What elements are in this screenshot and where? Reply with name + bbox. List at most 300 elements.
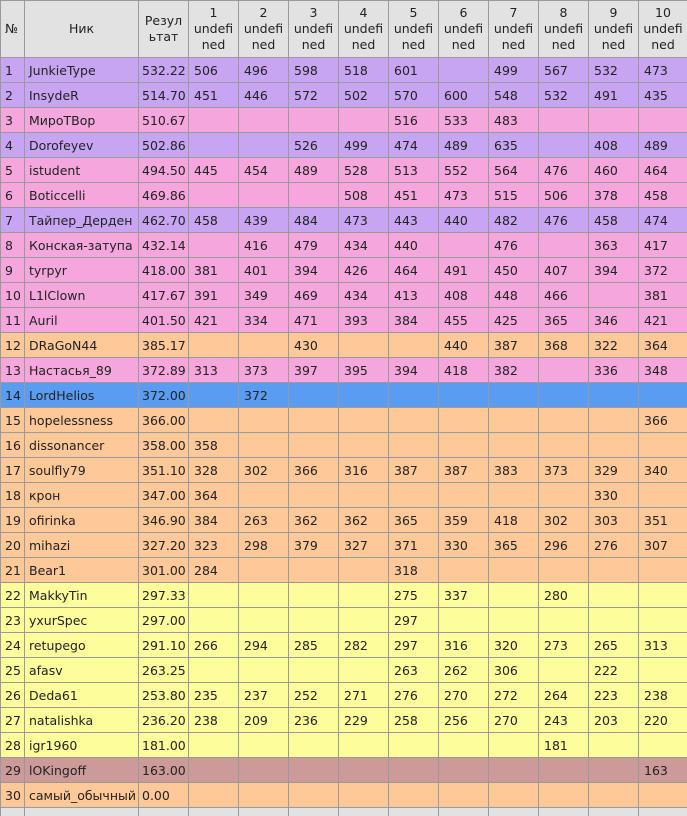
round-score: 276 [589, 533, 639, 558]
round-number: 8 [540, 5, 587, 21]
round-score: 572 [289, 83, 339, 108]
round-score: 491 [439, 258, 489, 283]
round-score: 264 [539, 683, 589, 708]
round-score: 366 [289, 458, 339, 483]
round-score [389, 483, 439, 508]
table-row [1, 458, 687, 483]
row-number: 13 [1, 358, 25, 383]
round-score [539, 233, 589, 258]
player-result: 502.86 [139, 133, 189, 158]
round-score [439, 433, 489, 458]
round-score [589, 283, 639, 308]
round-score: 476 [539, 158, 589, 183]
round-score: 474 [389, 133, 439, 158]
round-score [189, 383, 239, 408]
round-score: 337 [439, 583, 489, 608]
round-score [239, 783, 289, 808]
round-score: 440 [439, 208, 489, 233]
table-row [1, 608, 687, 633]
table-row [1, 208, 687, 233]
round-score: 473 [339, 208, 389, 233]
row-number: 26 [1, 683, 25, 708]
player-nick: igr1960 [25, 733, 139, 758]
header-number[interactable]: № [1, 1, 25, 58]
round-score: 489 [439, 133, 489, 158]
round-score [589, 558, 639, 583]
round-score [539, 108, 589, 133]
round-score: 443 [389, 208, 439, 233]
row-number: 17 [1, 458, 25, 483]
round-score [189, 758, 239, 783]
round-score [239, 333, 289, 358]
table-row [1, 533, 687, 558]
round-score: 479 [289, 233, 339, 258]
round-score [639, 433, 687, 458]
round-score: 262 [439, 658, 489, 683]
round-score: 499 [489, 58, 539, 83]
round-score: 181 [539, 733, 589, 758]
player-result: 263.25 [139, 658, 189, 683]
table-row [1, 233, 687, 258]
round-score: 320 [489, 633, 539, 658]
row-number: 23 [1, 608, 25, 633]
round-score: 302 [239, 458, 289, 483]
round-score [339, 383, 389, 408]
round-score: 454 [239, 158, 289, 183]
round-score [539, 383, 589, 408]
round-score: 440 [439, 333, 489, 358]
round-score [489, 783, 539, 808]
round-number: 5 [390, 5, 437, 21]
round-score [189, 333, 239, 358]
round-score: 270 [489, 708, 539, 733]
round-score [339, 483, 389, 508]
empty-cell [339, 808, 389, 816]
round-score: 243 [539, 708, 589, 733]
round-score: 238 [639, 683, 687, 708]
player-nick: самый_обычный [25, 783, 139, 808]
round-score: 418 [489, 508, 539, 533]
round-score: 426 [339, 258, 389, 283]
round-score [239, 658, 289, 683]
round-score [339, 408, 389, 433]
round-score: 439 [239, 208, 289, 233]
round-score [439, 408, 489, 433]
round-score [189, 733, 239, 758]
round-score [339, 433, 389, 458]
round-score: 421 [639, 308, 687, 333]
round-score: 413 [389, 283, 439, 308]
round-score: 263 [239, 508, 289, 533]
player-result: 327.20 [139, 533, 189, 558]
player-result: 532.22 [139, 58, 189, 83]
round-label: undefi ned [490, 21, 537, 53]
table-row [1, 58, 687, 83]
round-score: 394 [589, 258, 639, 283]
round-score [289, 108, 339, 133]
round-score: 381 [639, 283, 687, 308]
table-row [1, 508, 687, 533]
round-score [489, 558, 539, 583]
round-score: 434 [339, 283, 389, 308]
round-score: 364 [639, 333, 687, 358]
round-score: 532 [539, 83, 589, 108]
round-number: 2 [240, 5, 287, 21]
player-nick: L1lClown [25, 283, 139, 308]
player-nick: tyrpyr [25, 258, 139, 283]
round-score: 526 [289, 133, 339, 158]
round-score: 416 [239, 233, 289, 258]
empty-cell [289, 808, 339, 816]
player-result: 253.80 [139, 683, 189, 708]
player-result: 469.86 [139, 183, 189, 208]
round-score: 473 [639, 58, 687, 83]
round-score [439, 483, 489, 508]
header-row [1, 1, 687, 58]
round-score [339, 783, 389, 808]
table-body [1, 58, 687, 816]
round-score: 445 [189, 158, 239, 183]
round-score: 284 [189, 558, 239, 583]
round-score [439, 383, 489, 408]
row-number: 21 [1, 558, 25, 583]
round-score: 297 [389, 608, 439, 633]
round-score: 394 [289, 258, 339, 283]
round-score: 252 [289, 683, 339, 708]
round-score: 349 [239, 283, 289, 308]
round-score [389, 408, 439, 433]
round-score: 391 [189, 283, 239, 308]
header-result[interactable]: Резул ьтат [139, 1, 189, 58]
round-score [239, 583, 289, 608]
round-score [489, 383, 539, 408]
round-score: 598 [289, 58, 339, 83]
round-score [589, 583, 639, 608]
player-nick: Тайпер_Дерден [25, 208, 139, 233]
row-number: 20 [1, 533, 25, 558]
header-round-1[interactable] [189, 1, 239, 58]
round-score: 508 [339, 183, 389, 208]
round-score: 425 [489, 308, 539, 333]
header-round-8[interactable] [539, 1, 589, 58]
round-score: 418 [439, 358, 489, 383]
player-result: 372.89 [139, 358, 189, 383]
round-score: 368 [539, 333, 589, 358]
empty-cell [539, 808, 589, 816]
round-score [189, 183, 239, 208]
header-round-6[interactable] [439, 1, 489, 58]
round-score: 235 [189, 683, 239, 708]
round-score [339, 608, 389, 633]
player-result: 432.14 [139, 233, 189, 258]
player-result: 0.00 [139, 783, 189, 808]
round-score: 458 [639, 183, 687, 208]
round-score [339, 583, 389, 608]
round-score [239, 183, 289, 208]
round-score [639, 558, 687, 583]
round-score: 387 [489, 333, 539, 358]
round-score: 434 [339, 233, 389, 258]
round-score [339, 108, 389, 133]
round-label: undefi ned [190, 21, 237, 53]
round-score: 469 [289, 283, 339, 308]
round-score: 450 [489, 258, 539, 283]
round-score [339, 733, 389, 758]
round-score [339, 333, 389, 358]
round-score: 296 [539, 533, 589, 558]
player-result: 236.20 [139, 708, 189, 733]
player-nick: yxurSpec [25, 608, 139, 633]
round-number: 6 [440, 5, 487, 21]
table-row [1, 433, 687, 458]
round-score [189, 608, 239, 633]
player-result: 366.00 [139, 408, 189, 433]
round-score: 506 [189, 58, 239, 83]
empty-cell [239, 808, 289, 816]
round-score [539, 558, 589, 583]
round-score: 297 [389, 633, 439, 658]
round-score [489, 583, 539, 608]
player-nick: lOKingoff [25, 758, 139, 783]
round-score [289, 783, 339, 808]
player-nick: DRaGoN44 [25, 333, 139, 358]
header-round-2[interactable] [239, 1, 289, 58]
table-row [1, 783, 687, 808]
player-nick: Deda61 [25, 683, 139, 708]
player-nick: soulfly79 [25, 458, 139, 483]
header-round-9[interactable] [589, 1, 639, 58]
player-result: 163.00 [139, 758, 189, 783]
round-score: 382 [489, 358, 539, 383]
row-number: 7 [1, 208, 25, 233]
round-score [189, 108, 239, 133]
round-score: 393 [339, 308, 389, 333]
round-score [239, 433, 289, 458]
player-result: 494.50 [139, 158, 189, 183]
round-score: 515 [489, 183, 539, 208]
round-score: 327 [339, 533, 389, 558]
round-score: 451 [189, 83, 239, 108]
round-score: 236 [289, 708, 339, 733]
player-result: 358.00 [139, 433, 189, 458]
header-round-4[interactable] [339, 1, 389, 58]
row-number: 2 [1, 83, 25, 108]
round-score: 482 [489, 208, 539, 233]
round-score: 381 [189, 258, 239, 283]
round-score: 238 [189, 708, 239, 733]
player-nick: istudent [25, 158, 139, 183]
round-score [489, 483, 539, 508]
round-score: 359 [439, 508, 489, 533]
round-score: 491 [589, 83, 639, 108]
round-number: 3 [290, 5, 337, 21]
player-result: 346.90 [139, 508, 189, 533]
round-score [639, 108, 687, 133]
round-score: 371 [389, 533, 439, 558]
row-number: 22 [1, 583, 25, 608]
round-score [339, 558, 389, 583]
row-number: 1 [1, 58, 25, 83]
player-result: 351.10 [139, 458, 189, 483]
round-score: 548 [489, 83, 539, 108]
header-round-3[interactable] [289, 1, 339, 58]
round-label: undefi ned [240, 21, 287, 53]
round-number: 1 [190, 5, 237, 21]
round-score [639, 608, 687, 633]
round-score [189, 583, 239, 608]
round-score: 476 [539, 208, 589, 233]
round-score: 220 [639, 708, 687, 733]
table-row [1, 308, 687, 333]
round-score [539, 658, 589, 683]
round-score: 348 [639, 358, 687, 383]
round-number: 9 [590, 5, 637, 21]
player-result: 347.00 [139, 483, 189, 508]
round-score: 458 [189, 208, 239, 233]
round-score [589, 783, 639, 808]
player-nick: крон [25, 483, 139, 508]
row-number: 12 [1, 333, 25, 358]
round-score: 489 [289, 158, 339, 183]
round-score: 458 [589, 208, 639, 233]
round-score: 313 [189, 358, 239, 383]
player-result: 385.17 [139, 333, 189, 358]
round-score [239, 108, 289, 133]
round-score [539, 408, 589, 433]
round-score [239, 558, 289, 583]
round-score: 365 [489, 533, 539, 558]
round-score: 362 [289, 508, 339, 533]
round-score: 489 [639, 133, 687, 158]
round-score: 483 [489, 108, 539, 133]
round-score: 502 [339, 83, 389, 108]
round-score [189, 658, 239, 683]
player-nick: Настасья_89 [25, 358, 139, 383]
table-row [1, 183, 687, 208]
round-score: 366 [639, 408, 687, 433]
round-score: 421 [189, 308, 239, 333]
round-score: 223 [589, 683, 639, 708]
round-score [439, 758, 489, 783]
round-score: 328 [189, 458, 239, 483]
header-round-10[interactable] [639, 1, 687, 58]
round-score [289, 483, 339, 508]
player-nick: Auril [25, 308, 139, 333]
round-score: 451 [389, 183, 439, 208]
round-score: 322 [589, 333, 639, 358]
table-row [1, 683, 687, 708]
round-score: 365 [389, 508, 439, 533]
table-row [1, 358, 687, 383]
round-score: 440 [389, 233, 439, 258]
round-score [189, 408, 239, 433]
round-score: 266 [189, 633, 239, 658]
round-score [539, 483, 589, 508]
round-score: 455 [439, 308, 489, 333]
round-score: 600 [439, 83, 489, 108]
player-result: 510.67 [139, 108, 189, 133]
round-score: 435 [639, 83, 687, 108]
empty-cell [1, 808, 25, 816]
player-result: 417.67 [139, 283, 189, 308]
player-nick: Dorofeyev [25, 133, 139, 158]
round-score [339, 658, 389, 683]
round-score: 552 [439, 158, 489, 183]
round-score [239, 733, 289, 758]
row-number: 8 [1, 233, 25, 258]
round-score: 387 [439, 458, 489, 483]
round-score: 372 [639, 258, 687, 283]
round-score: 363 [589, 233, 639, 258]
round-score: 476 [489, 233, 539, 258]
round-score: 316 [339, 458, 389, 483]
round-score [189, 783, 239, 808]
row-number: 16 [1, 433, 25, 458]
round-score [589, 608, 639, 633]
round-score [289, 558, 339, 583]
table-row [1, 658, 687, 683]
round-score [289, 408, 339, 433]
round-score: 496 [239, 58, 289, 83]
round-score [639, 733, 687, 758]
round-score: 271 [339, 683, 389, 708]
row-number: 18 [1, 483, 25, 508]
player-result: 301.00 [139, 558, 189, 583]
round-score: 373 [239, 358, 289, 383]
player-nick: JunkieType [25, 58, 139, 83]
round-label: undefi ned [540, 21, 587, 53]
round-score: 362 [339, 508, 389, 533]
player-result: 514.70 [139, 83, 189, 108]
round-score: 513 [389, 158, 439, 183]
table-row [1, 758, 687, 783]
round-score [539, 433, 589, 458]
row-number: 9 [1, 258, 25, 283]
table-row [1, 583, 687, 608]
round-score [489, 608, 539, 633]
round-score: 516 [389, 108, 439, 133]
table-row [1, 633, 687, 658]
table-row [1, 158, 687, 183]
round-score [289, 608, 339, 633]
round-score: 401 [239, 258, 289, 283]
table-row [1, 258, 687, 283]
round-score: 473 [439, 183, 489, 208]
round-score [589, 733, 639, 758]
round-score: 334 [239, 308, 289, 333]
round-score: 222 [589, 658, 639, 683]
round-score: 384 [389, 308, 439, 333]
player-nick: МироТВор [25, 108, 139, 133]
player-nick: dissonancer [25, 433, 139, 458]
table-row [1, 483, 687, 508]
row-number: 29 [1, 758, 25, 783]
row-number: 27 [1, 708, 25, 733]
header-round-5[interactable] [389, 1, 439, 58]
header-nick[interactable]: Ник [25, 1, 139, 58]
player-nick: InsydeR [25, 83, 139, 108]
row-number: 30 [1, 783, 25, 808]
player-result: 401.50 [139, 308, 189, 333]
header-round-7[interactable] [489, 1, 539, 58]
player-nick: Bear1 [25, 558, 139, 583]
row-number: 3 [1, 108, 25, 133]
round-score: 532 [589, 58, 639, 83]
round-label: undefi ned [390, 21, 437, 53]
round-score: 564 [489, 158, 539, 183]
round-score [539, 758, 589, 783]
player-result: 297.00 [139, 608, 189, 633]
